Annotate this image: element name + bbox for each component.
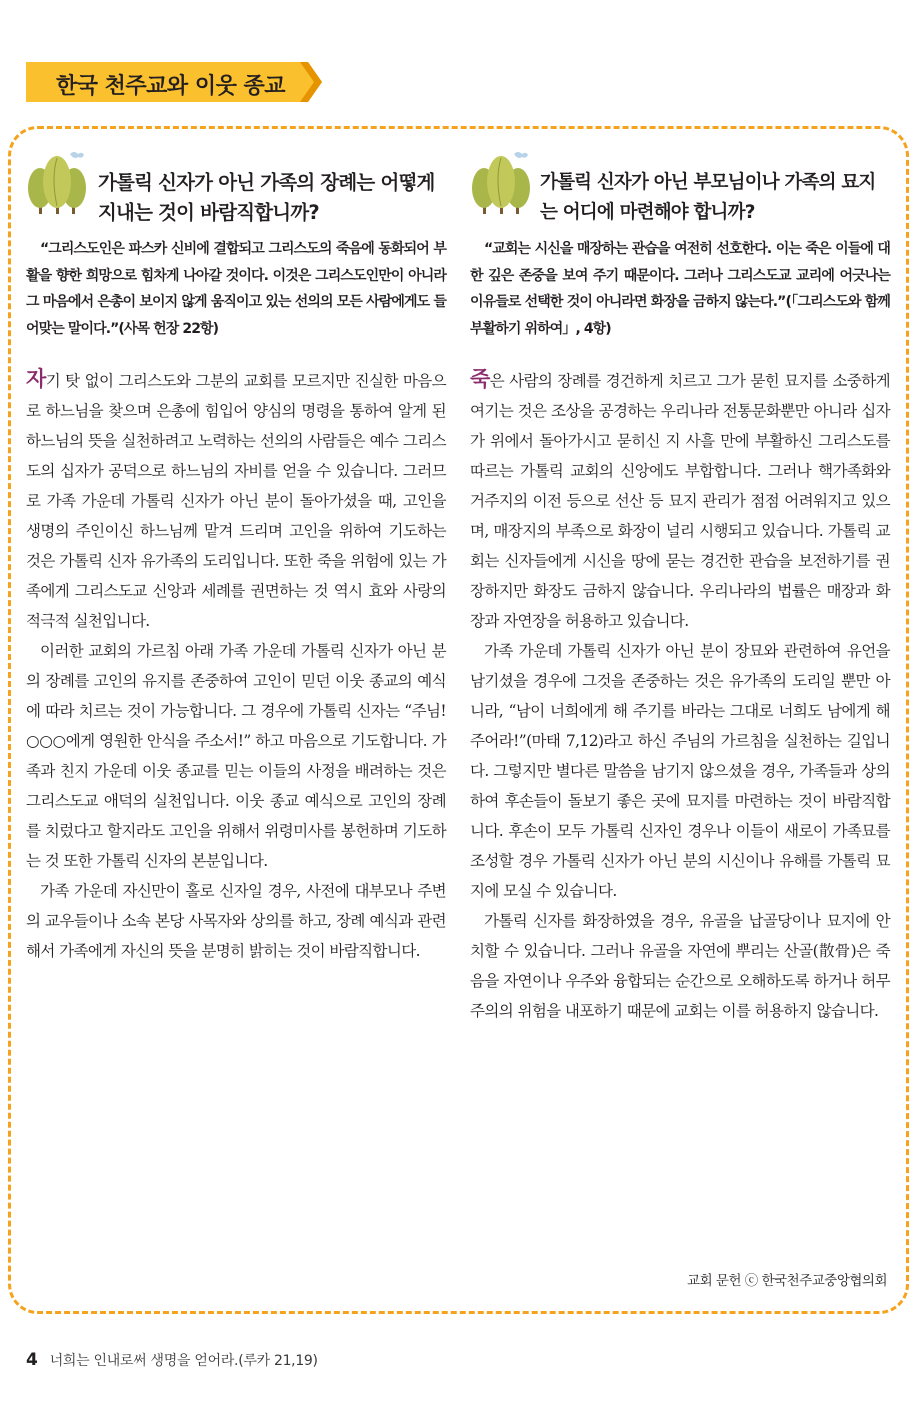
question-title: 가톨릭 신자가 아닌 부모님이나 가족의 묘지는 어디에 마련해야 합니까?	[540, 172, 876, 223]
drop-cap: 자	[26, 366, 46, 391]
paragraph-text: 기 탓 없이 그리스도와 그분의 교회를 모르지만 진실한 마음으로 하느님을 찾으며 은총에 힘입어 양심의 명령을 통하여 알게 된 하느님의 뜻을 실천하려고 노력하는 선의의 사람들은 예수 그리스도의 십자가 공덕으로 하느님의 자비를 얻을 수 있습니다. 그러므로 가족 가운데 가톨릭 신자가 아닌 분이 돌아가셨을 때, 고인을 생명의 주인이신 하느님께 맡겨 드리며 고인을 위하여 기도하는 것은 가톨릭 신자 유가족의 도리입니다. 또한 죽을 위험에 있는 가족에게 그리스도교 신앙과 세례를 권면하는 것 역시 효와 사랑의 적극적 실천입니다.	[26, 372, 446, 630]
paragraph	[26, 364, 446, 636]
copyright-credit: 교회 문헌 ⓒ 한국천주교중앙협의회	[687, 1273, 887, 1289]
paragraph-text: 은 사람의 장례를 경건하게 치르고 그가 묻힌 묘지를 소중하게 여기는 것은 조상을 공경하는 우리나라 전통문화뿐만 아니라 십자가 위에서 돌아가시고 묻히신 지 사흘 만에 부활하신 그리스도를 따르는 가톨릭 교회의 신앙에도 부합합니다. 그러나 핵가족화와 거주지의 이전 등으로 선산 등 묘지 관리가 점점 어려워지고 있으며, 매장지의 부족으로 화장이 널리 시행되고 있습니다. 가톨릭 교회는 신자들에게 시신을 땅에 묻는 경건한 관습을 보전하기를 권장하지만 화장도 금하지 않습니다. 우리나라의 법률은 매장과 화장과 자연장을 허용하고 있습니다.	[470, 372, 890, 630]
trees-icon	[26, 150, 90, 220]
question-title: 가톨릭 신자가 아닌 가족의 장례는 어떻게 지내는 것이 바람직합니까?	[98, 171, 435, 224]
paragraph: 이러한 교회의 가르침 아래 가족 가운데 가톨릭 신자가 아닌 분의 장례를 고인의 유지를 존중하여 고인이 믿던 이웃 종교의 예식에 따라 치르는 것이 가능합니다. 그 경우에 가톨릭 신자는 “주님! ○○○에게 영원한 안식을 주소서!” 하고 마음으로 기도합니다. 가족과 친지 가운데 이웃 종교를 믿는 이들의 사정을 배려하는 것은 그리스도교 애덕의 실천입니다. 이웃 종교 예식으로 고인의 장례를 치렀다고 할지라도 고인을 위해서 위령미사를 봉헌하며 기도하는 것 또한 가톨릭 신자의 본분입니다.	[26, 642, 446, 870]
paragraph: 가톨릭 신자를 화장하였을 경우, 유골을 납골당이나 묘지에 안치할 수 있습니다. 그러나 유골을 자연에 뿌리는 산골(散骨)은 죽음을 자연이나 우주와 융합되는 순간으로 오해하도록 하거나 허무주의의 위험을 내포하기 때문에 교회는 이를 허용하지 않습니다.	[470, 912, 890, 1020]
page-footer	[26, 1350, 318, 1370]
paragraph: 가족 가운데 가톨릭 신자가 아닌 분이 장묘와 관련하여 유언을 남기셨을 경우에 그것을 존중하는 것은 유가족의 도리일 뿐만 아니라, “남이 너희에게 해 주기를 바라는 그대로 너희도 남에게 해 주어라!”(마태 7,12)라고 하신 주님의 가르침을 실천하는 길입니다. 그렇지만 별다른 말씀을 남기지 않으셨을 경우, 가족들과 상의하여 후손들이 돌보기 좋은 곳에 묘지를 마련하는 것이 바람직합니다. 후손이 모두 가톨릭 신자인 경우나 이들이 새로이 가족묘를 조성할 경우 가톨릭 신자가 아닌 분의 시신이나 유해를 가톨릭 묘지에 모실 수 있습니다.	[470, 642, 890, 900]
question-header	[470, 150, 890, 224]
body-text	[470, 364, 890, 1026]
quote-block: “그리스도인은 파스카 신비에 결합되고 그리스도의 죽음에 동화되어 부활을 향한 희망으로 힘차게 나아갈 것이다. 이것은 그리스도인만이 아니라 그 마음에서 은총이 보이지 않게 움직이고 있는 선의의 모든 사람에게도 들어맞는 말이다.”(사목 헌장 22항)	[26, 241, 446, 337]
question-header	[26, 150, 446, 224]
section-title: 한국 천주교와 이웃 종교	[56, 74, 285, 99]
right-column	[470, 150, 890, 1026]
paragraph	[470, 364, 890, 636]
left-column	[26, 150, 446, 966]
trees-icon	[470, 150, 534, 220]
paragraph: 가족 가운데 자신만이 홀로 신자일 경우, 사전에 대부모나 주변의 교우들이나 소속 본당 사목자와 상의를 하고, 장례 예식과 관련해서 가족에게 자신의 뜻을 분명히 밝히는 것이 바람직합니다.	[26, 882, 446, 960]
drop-cap: 죽	[470, 366, 490, 391]
body-text	[26, 364, 446, 966]
footer-verse: 너희는 인내로써 생명을 얻어라.(루카 21,19)	[49, 1353, 318, 1369]
page-number: 4	[26, 1350, 38, 1370]
section-tab	[26, 62, 322, 102]
quote-block: “교회는 시신을 매장하는 관습을 여전히 선호한다. 이는 죽은 이들에 대한 깊은 존중을 보여 주기 때문이다. 그러나 그리스도교 교리에 어긋나는 이유들로 선택한 것이 아니라면 화장을 금하지 않는다.”(「그리스도와 함께 부활하기 위하여」, 4항)	[470, 241, 890, 337]
